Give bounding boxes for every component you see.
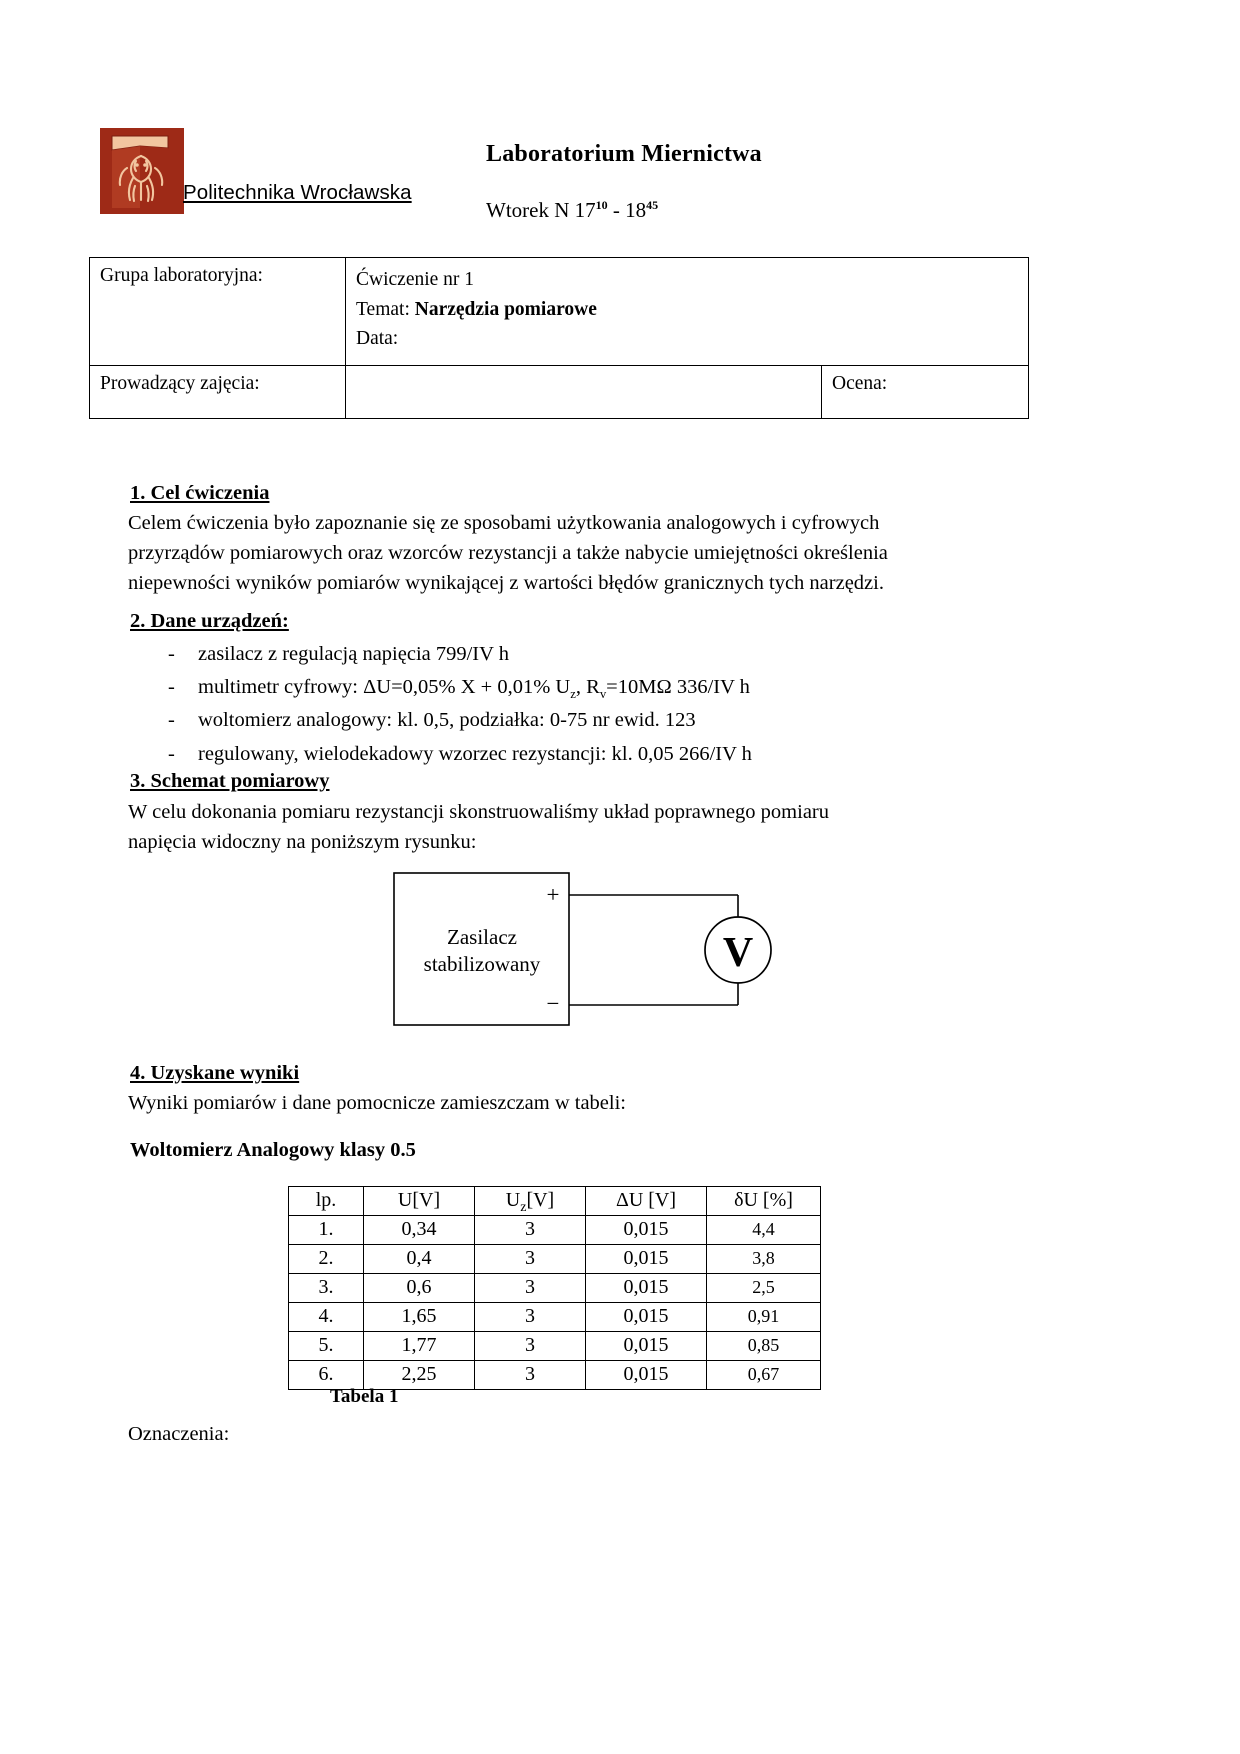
exercise-info-block [346,258,1028,362]
bullet-dash-icon: - [168,709,175,732]
lab-title: Laboratorium Miernictwa [486,141,762,167]
column-header-lp: lp. [289,1187,364,1216]
eagle-crest-icon [100,128,184,214]
cell-group-label [90,258,346,366]
results-table-title: Woltomierz Analogowy klasy 0.5 [130,1139,416,1161]
cell-grade [822,366,1029,419]
schedule-sup-start: 10 [595,198,608,212]
info-row-1 [90,258,1029,366]
bullet-dash-icon: - [168,676,175,699]
cell-lp: 5. [289,1332,364,1361]
table-row [289,1332,821,1361]
device-text-2-post: =10MΩ 336/IV h [606,676,750,699]
list-item [128,738,752,771]
schedule-mid: - 18 [612,198,647,222]
cell-u: 0,6 [364,1274,475,1303]
table-row [289,1216,821,1245]
device-text-1: zasilacz z regulacją napięcia 799/IV h [198,643,509,665]
cell-uz: 3 [475,1216,586,1245]
measurement-circuit-diagram [393,868,783,1033]
cell-du: 0,015 [586,1303,707,1332]
cell-exercise-info [346,258,1029,366]
device-text-2-mid: , R [575,676,600,699]
cell-uz: 3 [475,1303,586,1332]
table-row [289,1245,821,1274]
schedule-prefix: Wtorek N 17 [486,198,596,222]
section-2-heading: 2. Dane urządzeń: [130,610,289,632]
table-row [289,1274,821,1303]
section-3-line-2: napięcia widoczny na poniższym rysunku: [128,831,477,854]
circuit-svg [393,868,783,1033]
section-4-line-1: Wyniki pomiarów i dane pomocnicze zamieszczam w tabeli: [128,1092,626,1114]
cell-lp: 4. [289,1303,364,1332]
date-label: Data: [356,328,399,350]
table-header-row [289,1187,821,1216]
cell-du: 0,015 [586,1361,707,1390]
schedule-sup-end: 45 [646,198,659,212]
device-text-3: woltomierz analogowy: kl. 0,5, podziałka: 0-75 nr ewid. 123 [198,709,696,732]
section-1-line-1: Celem ćwiczenia było zapoznanie się ze sposobami użytkowania analogowych i cyfrowych [128,512,880,534]
cell-delta-u: 0,91 [707,1303,821,1332]
cell-delta-u: 2,5 [707,1274,821,1303]
university-logo [100,128,184,214]
cell-delta-u: 4,4 [707,1216,821,1245]
cell-instructor-value[interactable] [346,366,822,419]
section-1-text [128,508,888,598]
column-header-u: U[V] [364,1187,475,1216]
table-row [289,1303,821,1332]
instructor-label: Prowadzący zajęcia: [100,373,260,394]
cell-u: 1,65 [364,1303,475,1332]
cell-lp: 1. [289,1216,364,1245]
bullet-dash-icon: - [168,742,175,765]
cell-lp: 2. [289,1245,364,1274]
lab-schedule [486,198,658,223]
power-supply-label-line1: Zasilacz [447,925,517,949]
cell-du: 0,015 [586,1216,707,1245]
cell-du: 0,015 [586,1274,707,1303]
section-3-heading: 3. Schemat pomiarowy [130,770,330,792]
column-header-du: ΔU [V] [586,1187,707,1216]
cell-delta-u: 3,8 [707,1245,821,1274]
cell-uz: 3 [475,1274,586,1303]
exercise-topic [356,295,1028,325]
device-list [128,638,752,771]
uz-subscript: z [520,1200,527,1215]
list-item [128,671,752,704]
cell-lp: 3. [289,1274,364,1303]
cell-u: 0,34 [364,1216,475,1245]
cell-lp: 6. [289,1361,364,1390]
cell-du: 0,015 [586,1245,707,1274]
table-body [289,1216,821,1390]
exercise-number: Ćwiczenie nr 1 [356,269,475,290]
list-item [128,704,752,737]
cell-uz: 3 [475,1332,586,1361]
topic-label: Temat: [356,298,415,320]
notation-label: Oznaczenia: [128,1423,230,1445]
university-name: Politechnika Wrocławska [183,181,412,204]
table-head [289,1187,821,1216]
section-4-heading: 4. Uzyskane wyniki [130,1062,300,1084]
section-1-heading: 1. Cel ćwiczenia [130,482,270,504]
course-info-table [89,257,1029,419]
bullet-dash-icon: - [168,643,175,665]
cell-u: 2,25 [364,1361,475,1390]
cell-du: 0,015 [586,1332,707,1361]
document-header [0,0,1240,240]
power-supply-label-line2: stabilizowany [423,952,541,976]
section-1-line-2: przyrządów pomiarowych oraz wzorców rezystancji a także nabycie umiejętności określenia [128,542,888,565]
section-3-text [128,797,829,857]
grade-label: Ocena: [832,373,888,394]
section-1-line-3: niepewności wyników pomiarów wynikającej z wartości błędów granicznych tych narzędzi. [128,572,884,595]
voltmeter-label: V [722,930,754,976]
cell-uz: 3 [475,1245,586,1274]
cell-instructor-label [90,366,346,419]
terminal-minus-label: − [546,991,560,1016]
measurement-results-table [288,1186,821,1390]
device-text-2-sub1: z [570,687,576,702]
cell-delta-u: 0,85 [707,1332,821,1361]
power-supply-box [394,873,569,1025]
instructor-value [346,366,821,403]
topic-value: Narzędzia pomiarowe [414,298,597,320]
terminal-plus-label: + [546,882,560,907]
device-text-4: regulowany, wielodekadowy wzorzec rezystancji: kl. 0,05 266/IV h [198,742,752,765]
cell-uz: 3 [475,1361,586,1390]
device-text-2-sub2: v [599,687,607,702]
device-text-2-pre: multimetr cyfrowy: ΔU=0,05% X + 0,01% U [198,676,571,699]
section-4-text [128,1088,626,1118]
cell-u: 0,4 [364,1245,475,1274]
info-row-2 [90,366,1029,419]
column-header-delta-u: δU [%] [707,1187,821,1216]
column-header-uz: $U_z[V]$ [475,1187,586,1216]
table-caption: Tabela 1 [330,1386,399,1407]
section-3-line-1: W celu dokonania pomiaru rezystancji skonstruowaliśmy układ poprawnego pomiaru [128,801,830,823]
cell-delta-u: 0,67 [707,1361,821,1390]
list-item [128,638,752,671]
group-label: Grupa laboratoryjna: [100,265,263,286]
cell-u: 1,77 [364,1332,475,1361]
